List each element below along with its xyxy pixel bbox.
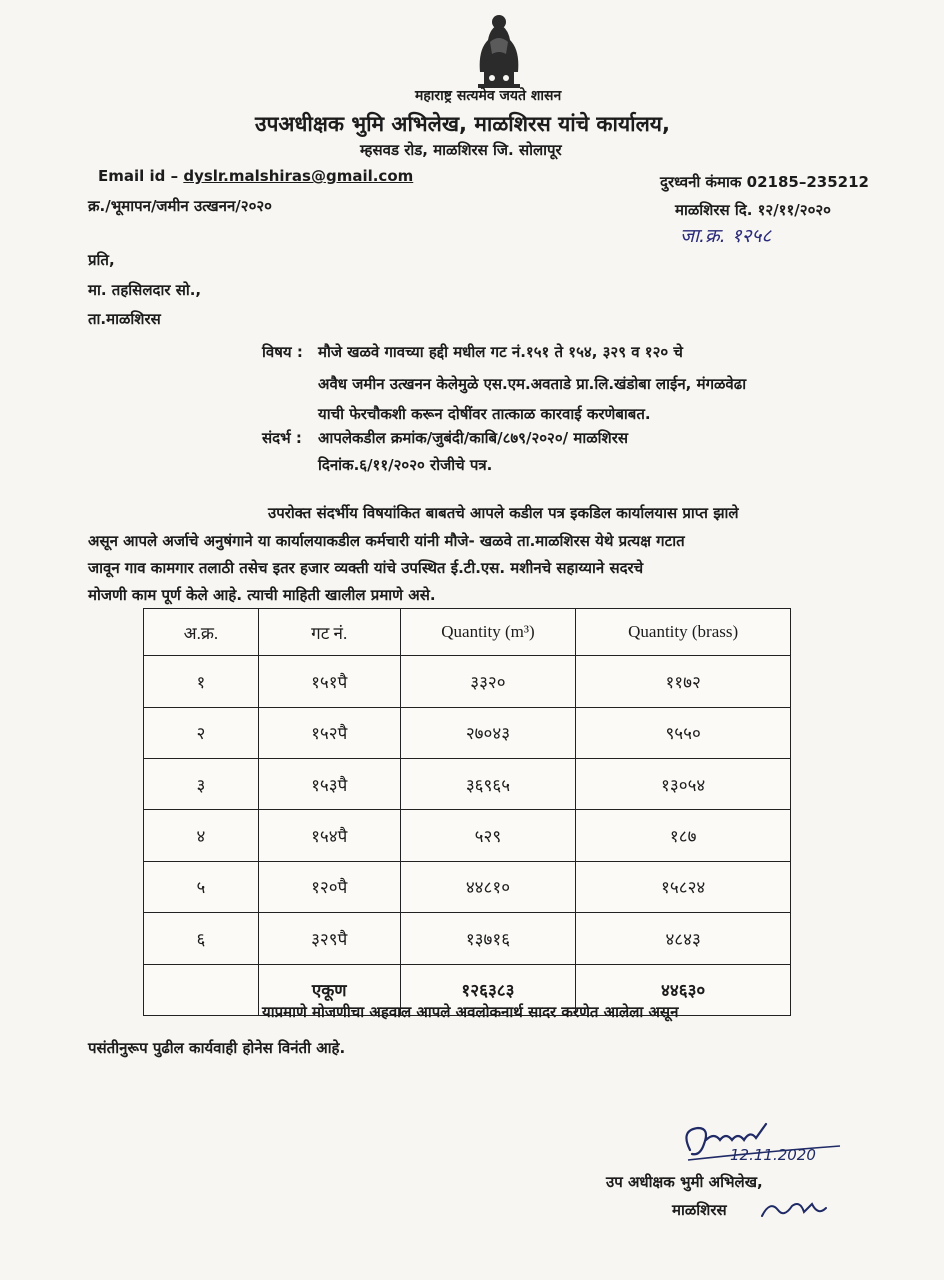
table-cell: ३२९पै: [258, 913, 400, 964]
table-cell: १२०पै: [258, 861, 400, 912]
office-name: उपअधीक्षक भुमि अभिलेख, माळशिरस यांचे कार्यालय,: [255, 112, 670, 136]
closing-line-1: याप्रमाणे मोजणीचा अहवाल आपले अवलोकनार्थ सादर करणेत आलेला असून: [262, 1003, 679, 1021]
phone-number: दुरध्वनी कंमाक 02185–235212: [660, 173, 869, 191]
table-cell: १८७: [576, 810, 791, 861]
table-cell: १३०५४: [576, 758, 791, 809]
table-row: [144, 810, 791, 861]
table-row: [144, 656, 791, 707]
email-line: [98, 167, 413, 185]
body-line-4: मोजणी काम पूर्ण केले आहे. त्याची माहिती खालील प्रमाणे असे.: [88, 586, 436, 604]
table-cell: १५३पै: [258, 758, 400, 809]
table-header-row: [144, 609, 791, 656]
recipient-line-3: ता.माळशिरस: [88, 310, 161, 328]
table-row: [144, 707, 791, 758]
state-government-line: महाराष्ट्र सत्यमेव जयते शासन: [415, 88, 562, 104]
table-header-serial: अ.क्र.: [144, 609, 259, 656]
closing-line-2: पसंतीनुरूप पुढील कार्यवाही होनेस विनंती आहे.: [88, 1039, 346, 1057]
handwritten-signature: [670, 1110, 860, 1180]
table-cell: ३: [144, 758, 259, 809]
table-row: [144, 758, 791, 809]
table-row: [144, 861, 791, 912]
table-cell: ३३२०: [400, 656, 576, 707]
subject-label: विषय :: [262, 343, 303, 361]
table-cell: [144, 964, 259, 1015]
table-cell: ४: [144, 810, 259, 861]
email-address: dyslr.malshiras@gmail.com: [183, 167, 414, 185]
subject-line-1: मौजे खळवे गावच्या हद्दी मधील गट नं.१५१ ते १५४, ३२९ व १२० चे: [318, 343, 683, 361]
table-cell: २७०४३: [400, 707, 576, 758]
office-address: म्हसवड रोड, माळशिरस जि. सोलापूर: [360, 141, 562, 159]
handwritten-initials: [756, 1196, 836, 1224]
body-line-3: जावून गाव कामगार तलाठी तसेच इतर हजार व्यक्ती यांचे उपस्थित ई.टी.एस. मशीनचे सहाय्याने सदरचे: [88, 559, 644, 577]
table-cell: १५४पै: [258, 810, 400, 861]
signatory-place: माळशिरस: [672, 1201, 727, 1219]
handwritten-inward-number: जा.क्र. १२५८: [680, 225, 772, 247]
table-cell: ५२९: [400, 810, 576, 861]
table-cell: २: [144, 707, 259, 758]
reference-label: संदर्भ :: [262, 429, 302, 447]
table-cell: १५८२४: [576, 861, 791, 912]
table-row: [144, 913, 791, 964]
table-header-quantity-brass: Quantity (brass): [576, 609, 791, 656]
letter-date: माळशिरस दि. १२/११/२०२०: [675, 201, 831, 219]
ashoka-emblem-icon: [470, 10, 528, 90]
total-quantity-brass: ४४६३०: [576, 964, 791, 1015]
table-cell: १५२पै: [258, 707, 400, 758]
table-cell: १: [144, 656, 259, 707]
recipient-line-1: प्रति,: [88, 251, 115, 269]
quantity-table: [143, 608, 791, 1016]
table-header-quantity-m3: Quantity (m³): [400, 609, 576, 656]
table-header-gat-no: गट नं.: [258, 609, 400, 656]
table-cell: ४४८१०: [400, 861, 576, 912]
total-label: एकूण: [258, 964, 400, 1015]
body-line-1: उपरोक्त संदर्भीय विषयांकित बाबतचे आपले कडील पत्र इकडिल कार्यालयास प्राप्त झाले: [268, 504, 739, 522]
email-label: Email id –: [98, 167, 184, 185]
reference-line-2: दिनांक.६/११/२०२० रोजीचे पत्र.: [318, 456, 493, 474]
table-cell: ४८४३: [576, 913, 791, 964]
signatory-designation: उप अधीक्षक भुमी अभिलेख,: [606, 1173, 763, 1191]
reference-number: क्र./भूमापन/जमीन उत्खनन/२०२०: [88, 197, 272, 215]
svg-text:12.11.2020: 12.11.2020: [730, 1146, 816, 1164]
table-cell: ११७२: [576, 656, 791, 707]
table-cell: ५: [144, 861, 259, 912]
subject-line-2: अवैध जमीन उत्खनन केलेमुळे एस.एम.अवताडे प्रा.लि.खंडोबा लाईन, मंगळवेढा: [318, 375, 747, 393]
table-cell: ९५५०: [576, 707, 791, 758]
table-cell: ३६९६५: [400, 758, 576, 809]
table-cell: १३७१६: [400, 913, 576, 964]
table-cell: ६: [144, 913, 259, 964]
table-cell: १५१पै: [258, 656, 400, 707]
body-line-2: असून आपले अर्जाचे अनुषंगाने या कार्यालयाकडील कर्मचारी यांनी मौजे- खळवे ता.माळशिरस येथे प्रत्यक्ष गटात: [88, 532, 685, 550]
recipient-line-2: मा. तहसिलदार सो.,: [88, 281, 202, 299]
subject-line-3: याची फेरचौकशी करून दोषींवर तात्काळ कारवाई करणेबाबत.: [318, 405, 651, 423]
total-quantity-m3: १२६३८३: [400, 964, 576, 1015]
reference-line-1: आपलेकडील क्रमांक/जुबंदी/काबि/८७९/२०२०/ माळशिरस: [318, 429, 628, 447]
